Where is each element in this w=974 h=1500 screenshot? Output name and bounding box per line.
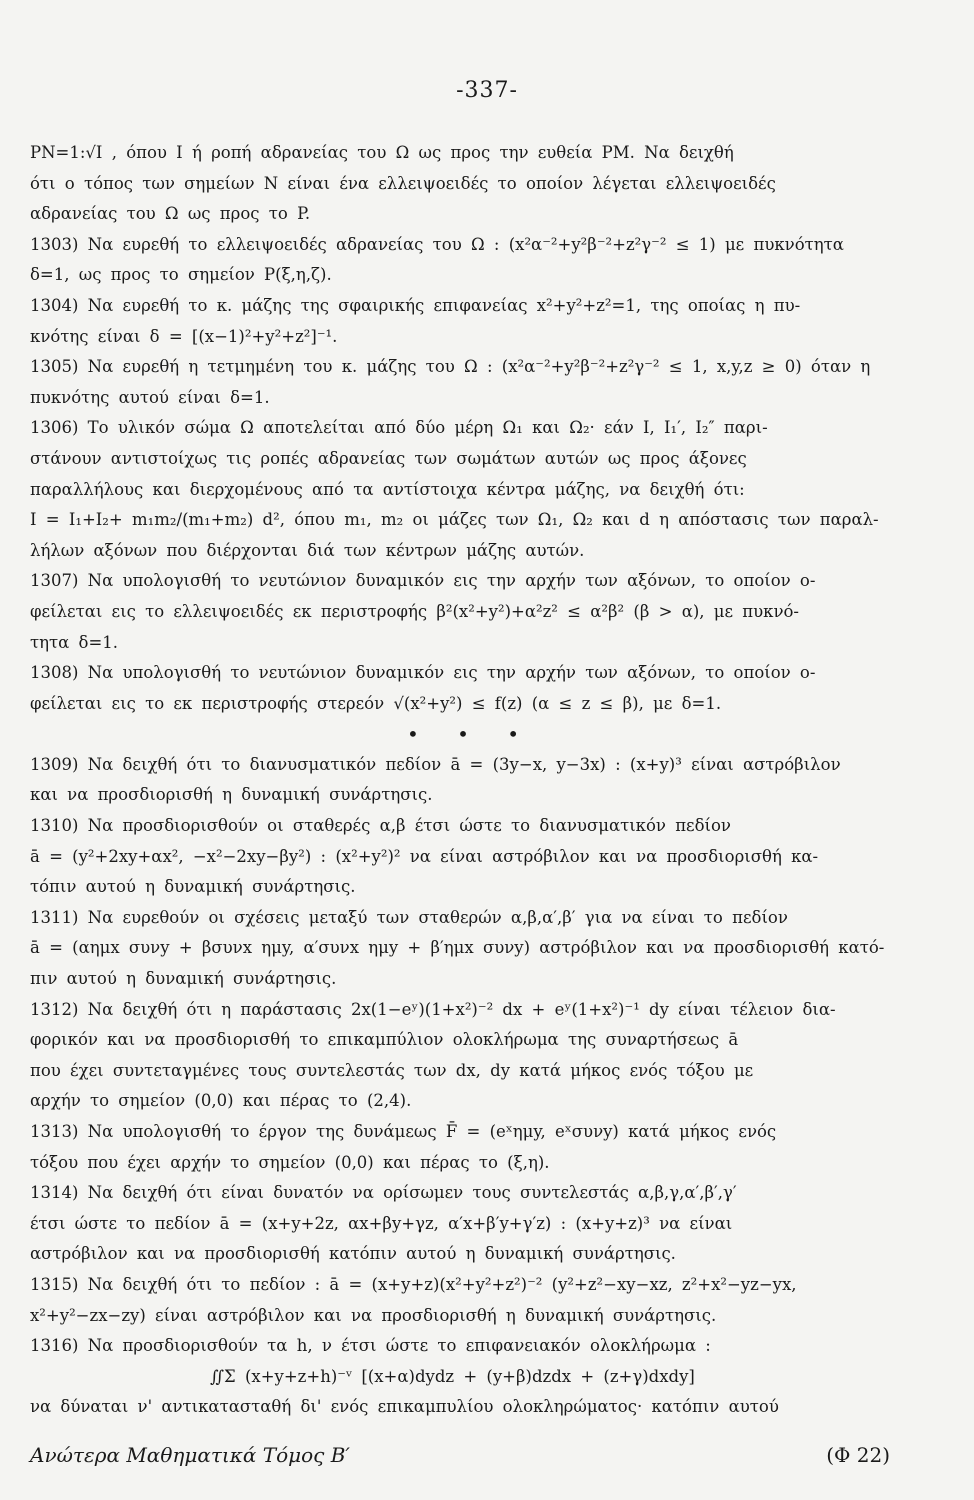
page-body (30, 138, 910, 1423)
problem-1314: 1314) Να δειχθή ότι είναι δυνατόν να ορίσωμεν τους συντελεστάς α,β,γ,α′,β′,γ′ (30, 1183, 737, 1203)
problem-1305: 1305) Να ευρεθή η τετμημένη του κ. μάζης του Ω : (x²α⁻²+y²β⁻²+z²γ⁻² ≤ 1, x,y,z ≥ 0) όταν η (30, 357, 871, 377)
text-line: λήλων αξόνων που διέρχονται διά των κέντρων μάζης αυτών. (30, 540, 585, 560)
problem-1304: 1304) Να ευρεθή το κ. μάζης της σφαιρικής επιφανείας x²+y²+z²=1, της οποίας η πυ- (30, 295, 801, 315)
section-separator: • • • (406, 722, 534, 747)
text-line: πιν αυτού η δυναμική συνάρτησις. (30, 969, 337, 989)
problem-1311: 1311) Να ευρεθούν οι σχέσεις μεταξύ των σταθερών α,β,α′,β′ για να είναι το πεδίον (30, 907, 788, 927)
text-line: φείλεται εις το ελλειψοειδές εκ περιστροφής β²(x²+y²)+α²z² ≤ α²β² (β > α), με πυκνό- (30, 601, 800, 621)
text-line: ότι ο τόπος των σημείων N είναι ένα ελλειψοειδές το οποίον λέγεται ελλειψοειδές (30, 173, 776, 193)
text-line: τόξου που έχει αρχήν το σημείον (0,0) και πέρας το (ξ,η). (30, 1152, 550, 1172)
text-line: φείλεται εις το εκ περιστροφής στερεόν √(x²+y²) ≤ f(z) (α ≤ z ≤ β), με δ=1. (30, 693, 722, 713)
text-line: που έχει συντεταγμένες τους συντελεστάς των dx, dy κατά μήκος ενός τόξου με (30, 1060, 754, 1080)
page-number: -337- (456, 78, 518, 103)
problem-1306: 1306) Το υλικόν σώμα Ω αποτελείται από δύο μέρη Ω₁ και Ω₂· εάν I, I₁′, I₂″ παρι- (30, 418, 768, 438)
problem-1315: 1315) Να δειχθή ότι το πεδίον : ā = (x+y+z)(x²+y²+z²)⁻² (y²+z²−xy−xz, z²+x²−yz−yx, (30, 1274, 797, 1294)
text-line: φορικόν και να προσδιορισθή το επικαμπύλιον ολοκλήρωμα της συναρτήσεως ā (30, 1030, 739, 1050)
problem-1307: 1307) Να υπολογισθή το νευτώνιον δυναμικόν εις την αρχήν των αξόνων, το οποίον ο- (30, 571, 816, 591)
text-line: x²+y²−zx−zy) είναι αστρόβιλον και να προσδιορισθή η δυναμική συνάρτησις. (30, 1305, 717, 1325)
text-line: αρχήν το σημείον (0,0) και πέρας το (2,4). (30, 1091, 412, 1111)
text-line: ā = (αημx συνy + βσυνx ημy, α′συνx ημy + β′ημx συνy) αστρόβιλον και να προσδιορισθή κατό- (30, 938, 885, 958)
text-line: PN=1:√I , όπου I ή ροπή αδρανείας του Ω ως προς την ευθεία PM. Να δειχθή (30, 143, 734, 162)
problem-1313: 1313) Να υπολογισθή το έργον της δυνάμεως F̄ = (eˣημy, eˣσυνy) κατά μήκος ενός (30, 1122, 777, 1141)
formula-line: I = I₁+I₂+ m₁m₂/(m₁+m₂) d², όπου m₁, m₂ οι μάζες των Ω₁, Ω₂ και d η απόστασις των παραλ- (30, 510, 879, 530)
text-line: αδρανείας του Ω ως προς το P. (30, 204, 311, 224)
integral-formula: ∬Σ (x+y+z+h)⁻ᵛ [(x+α)dydz + (y+β)dzdx + (z+γ)dxdy] (210, 1366, 695, 1386)
problem-1310: 1310) Να προσδιορισθούν οι σταθερές α,β έτσι ώστε το διανυσματικόν πεδίον (30, 816, 731, 836)
page-footer (30, 1443, 890, 1475)
text-line: δ=1, ως προς το σημείον P(ξ,η,ζ). (30, 265, 332, 285)
signature-mark: (Φ 22) (826, 1443, 890, 1467)
text-line: πυκνότης αυτού είναι δ=1. (30, 387, 270, 407)
book-title: Ανώτερα Μαθηματικά Τόμος Β′ (30, 1443, 350, 1467)
text-line: κνότης είναι δ = [(x−1)²+y²+z²]⁻¹. (30, 326, 338, 346)
problem-1308: 1308) Να υπολογισθή το νευτώνιον δυναμικόν εις την αρχήν των αξόνων, το οποίον ο- (30, 663, 816, 683)
text-line: αστρόβιλον και να προσδιορισθή κατόπιν αυτού η δυναμική συνάρτησις. (30, 1244, 676, 1264)
text-line: να δύναται ν' αντικατασταθή δι' ενός επικαμπυλίου ολοκληρώματος· κατόπιν αυτού (30, 1397, 779, 1417)
problem-1316: 1316) Να προσδιορισθούν τα h, ν έτσι ώστε το επιφανειακόν ολοκλήρωμα : (30, 1336, 711, 1356)
text-line: έτσι ώστε το πεδίον ā = (x+y+2z, αx+βy+γz, α′x+β′y+γ′z) : (x+y+z)³ να είναι (30, 1213, 733, 1233)
text-line: ā = (y²+2xy+αx², −x²−2xy−βy²) : (x²+y²)² να είναι αστρόβιλον και να προσδιορισθή κα- (30, 846, 819, 866)
text-line: τητα δ=1. (30, 632, 119, 652)
problem-1309: 1309) Να δειχθή ότι το διανυσματικόν πεδίον ā = (3y−x, y−3x) : (x+y)³ είναι αστρόβιλον (30, 754, 841, 774)
text-line: στάνουν αντιστοίχως τις ροπές αδρανείας των σωμάτων αυτών ως προς άξονες (30, 448, 747, 468)
text-line: παραλλήλους και διερχομένους από τα αντίστοιχα κέντρα μάζης, να δειχθή ότι: (30, 479, 745, 499)
text-line: και να προσδιορισθή η δυναμική συνάρτησις. (30, 785, 433, 805)
problem-1312: 1312) Να δειχθή ότι η παράστασις 2x(1−eʸ)(1+x²)⁻² dx + eʸ(1+x²)⁻¹ dy είναι τέλειον δια- (30, 999, 836, 1019)
problem-1303: 1303) Να ευρεθή το ελλειψοειδές αδρανείας του Ω : (x²α⁻²+y²β⁻²+z²γ⁻² ≤ 1) με πυκνότητα (30, 234, 844, 254)
text-line: τόπιν αυτού η δυναμική συνάρτησις. (30, 877, 356, 897)
